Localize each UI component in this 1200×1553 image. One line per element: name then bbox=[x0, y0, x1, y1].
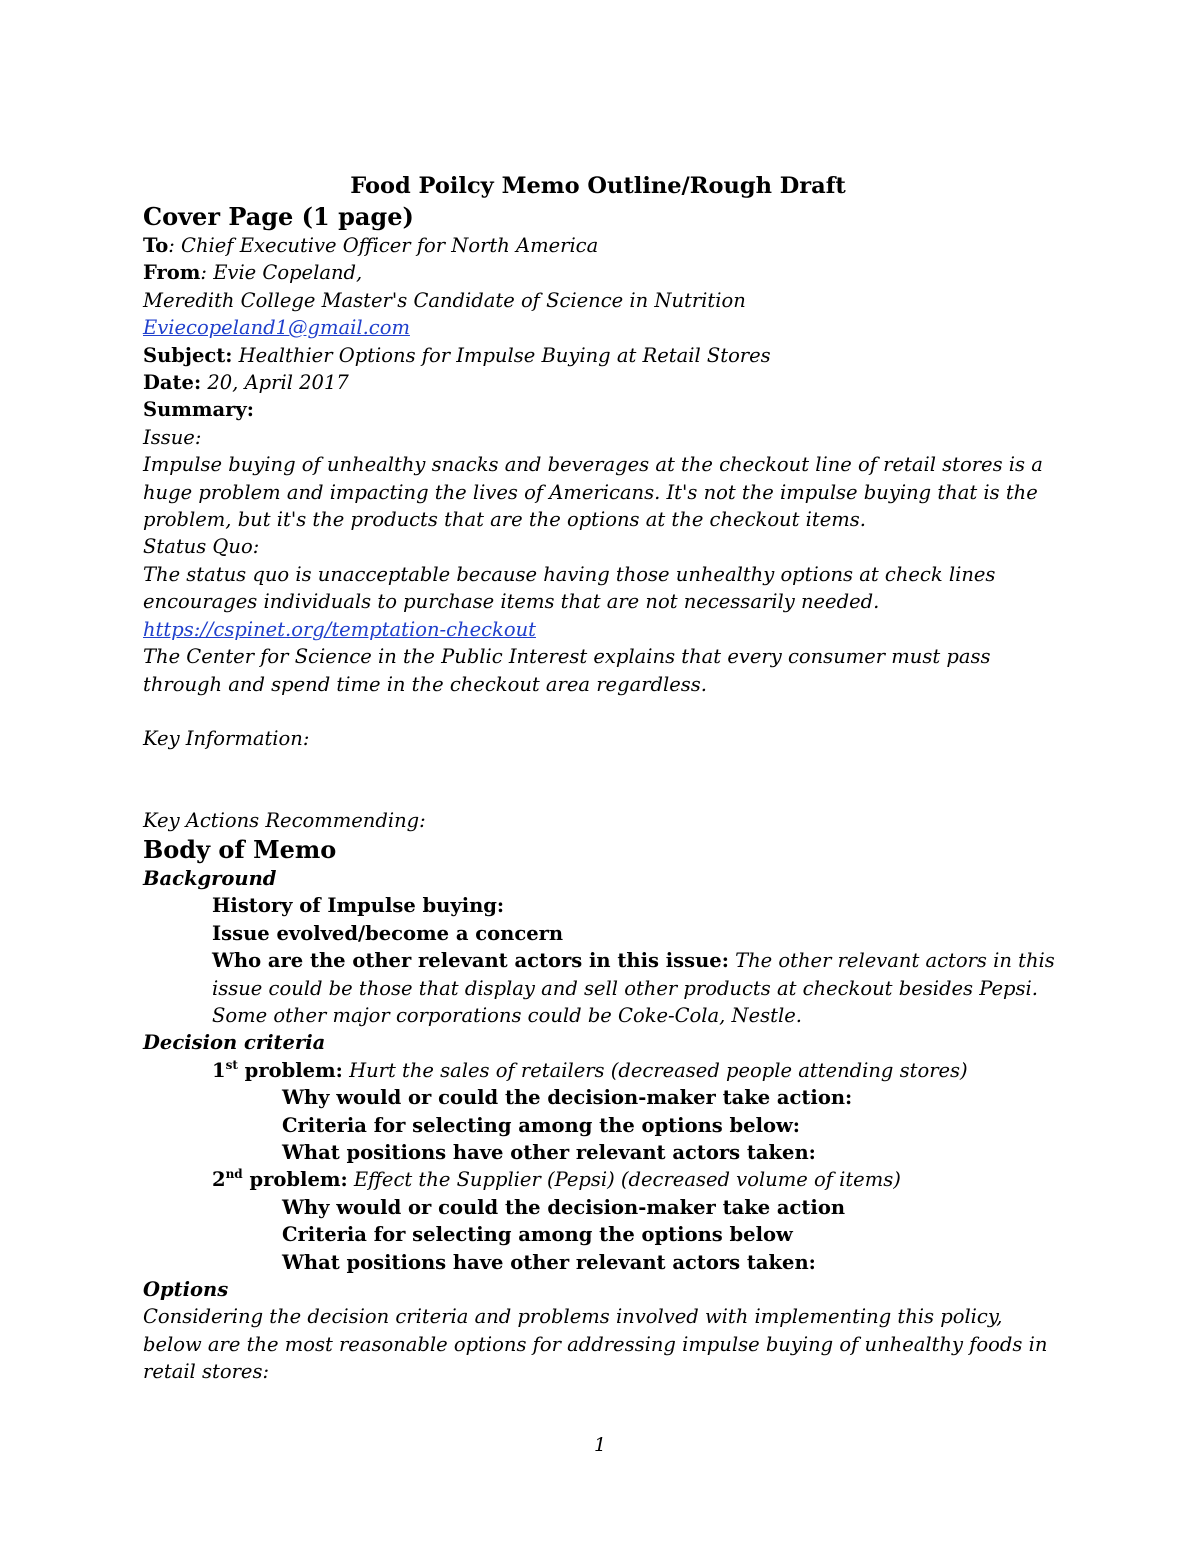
actors-paragraph bbox=[143, 947, 1063, 1029]
document-content bbox=[143, 170, 1063, 1386]
history-label: History of Impulse buying: bbox=[212, 894, 505, 918]
key-information-label: Key Information: bbox=[143, 727, 310, 751]
key-actions-label: Key Actions Recommending: bbox=[143, 809, 426, 833]
body-of-memo-heading: Body of Memo bbox=[143, 834, 337, 864]
status-quo-label: Status Quo: bbox=[143, 535, 260, 559]
to-value: : Chief Executive Officer for North America bbox=[168, 234, 599, 257]
date-label: Date: bbox=[143, 371, 202, 395]
options-text: Considering the decision criteria and problems involved with implementing this policy, below are the most reasonable options for addressing impulse buying of unhealthy foods in retail stores: bbox=[143, 1305, 1048, 1384]
from-value: : Evie Copeland, bbox=[200, 261, 363, 285]
status-quo-text: The status quo is unacceptable because having those unhealthy options at check lines encourages individuals to purchase items that are not necessarily needed. bbox=[143, 562, 996, 614]
date-value: 20, April 2017 bbox=[201, 371, 349, 395]
background-label: Background bbox=[143, 866, 277, 890]
subject-label: Subject: bbox=[143, 343, 233, 367]
options-label: Options bbox=[143, 1277, 229, 1301]
summary-label: Summary: bbox=[143, 398, 254, 422]
problem-1-line bbox=[143, 1057, 1063, 1084]
email-link[interactable]: Eviecopeland1@gmail.com bbox=[143, 316, 410, 340]
problem-1-text: Hurt the sales of retailers (decreased people attending stores) bbox=[342, 1058, 968, 1082]
issue-text: Impulse buying of unhealthy snacks and beverages at the checkout line of retail stores is a huge problem and impacting the lives of Americans. It's not the impulse buying that is the problem, but it's the products that are the options at the checkout items. bbox=[143, 453, 1043, 532]
document-title: Food Poilcy Memo Outline/Rough Draft bbox=[350, 173, 846, 199]
problem-2-line bbox=[143, 1166, 1063, 1193]
spacer bbox=[143, 780, 1063, 807]
subject-value: Healthier Options for Impulse Buying at Retail Stores bbox=[232, 343, 771, 367]
spacer bbox=[143, 698, 1063, 725]
subject-line bbox=[143, 342, 1063, 369]
from-line bbox=[143, 259, 1063, 286]
problem-2-ordinal: nd bbox=[225, 1167, 243, 1182]
actors-text: The other relevant actors in this issue could be those that display and sell other products at checkout besides Pepsi. Some other major corporations could be Coke-Cola, Nestle. bbox=[212, 949, 1055, 1027]
date-line bbox=[143, 369, 1063, 396]
cspi-text: The Center for Science in the Public Interest explains that every consumer must pass through and spend time in the checkout area regardless. bbox=[143, 645, 991, 696]
page-number: 1 bbox=[593, 1434, 607, 1456]
problem-2-text: Effect the Supplier (Pepsi) (decreased volume of items) bbox=[347, 1168, 901, 1192]
problem-2-question-1: Why would or could the decision-maker take action bbox=[282, 1195, 846, 1219]
status-quo-link-line bbox=[143, 616, 1063, 643]
issue-label: Issue: bbox=[143, 425, 202, 449]
problem-1-ordinal: st bbox=[225, 1057, 238, 1072]
problem-1-question-1: Why would or could the decision-maker take action: bbox=[282, 1086, 853, 1110]
cover-page-heading: Cover Page (1 page) bbox=[143, 202, 414, 231]
problem-2-number: 2 bbox=[212, 1168, 226, 1192]
issue-evolved-label: Issue evolved/become a concern bbox=[212, 921, 564, 945]
status-quo-link[interactable]: https://cspinet.org/temptation-checkout bbox=[143, 617, 536, 641]
problem-2-label: problem: bbox=[242, 1168, 348, 1192]
from-affiliation: Meredith College Master's Candidate of Science in Nutrition bbox=[143, 288, 746, 312]
email-line bbox=[143, 314, 1063, 341]
problem-2-question-2: Criteria for selecting among the options below bbox=[282, 1223, 793, 1247]
problem-1-label: problem: bbox=[237, 1058, 343, 1082]
problem-1-question-3: What positions have other relevant actors taken: bbox=[282, 1140, 816, 1164]
problem-1-number: 1 bbox=[212, 1058, 226, 1082]
spacer bbox=[143, 753, 1063, 780]
decision-criteria-label: Decision criteria bbox=[143, 1031, 326, 1055]
actors-label: Who are the other relevant actors in this issue: bbox=[212, 949, 729, 973]
to-line bbox=[143, 232, 1063, 259]
from-label: From bbox=[143, 261, 201, 285]
to-label: To bbox=[143, 234, 169, 257]
problem-1-question-2: Criteria for selecting among the options below: bbox=[282, 1113, 800, 1137]
problem-2-question-3: What positions have other relevant actors taken: bbox=[282, 1250, 816, 1274]
